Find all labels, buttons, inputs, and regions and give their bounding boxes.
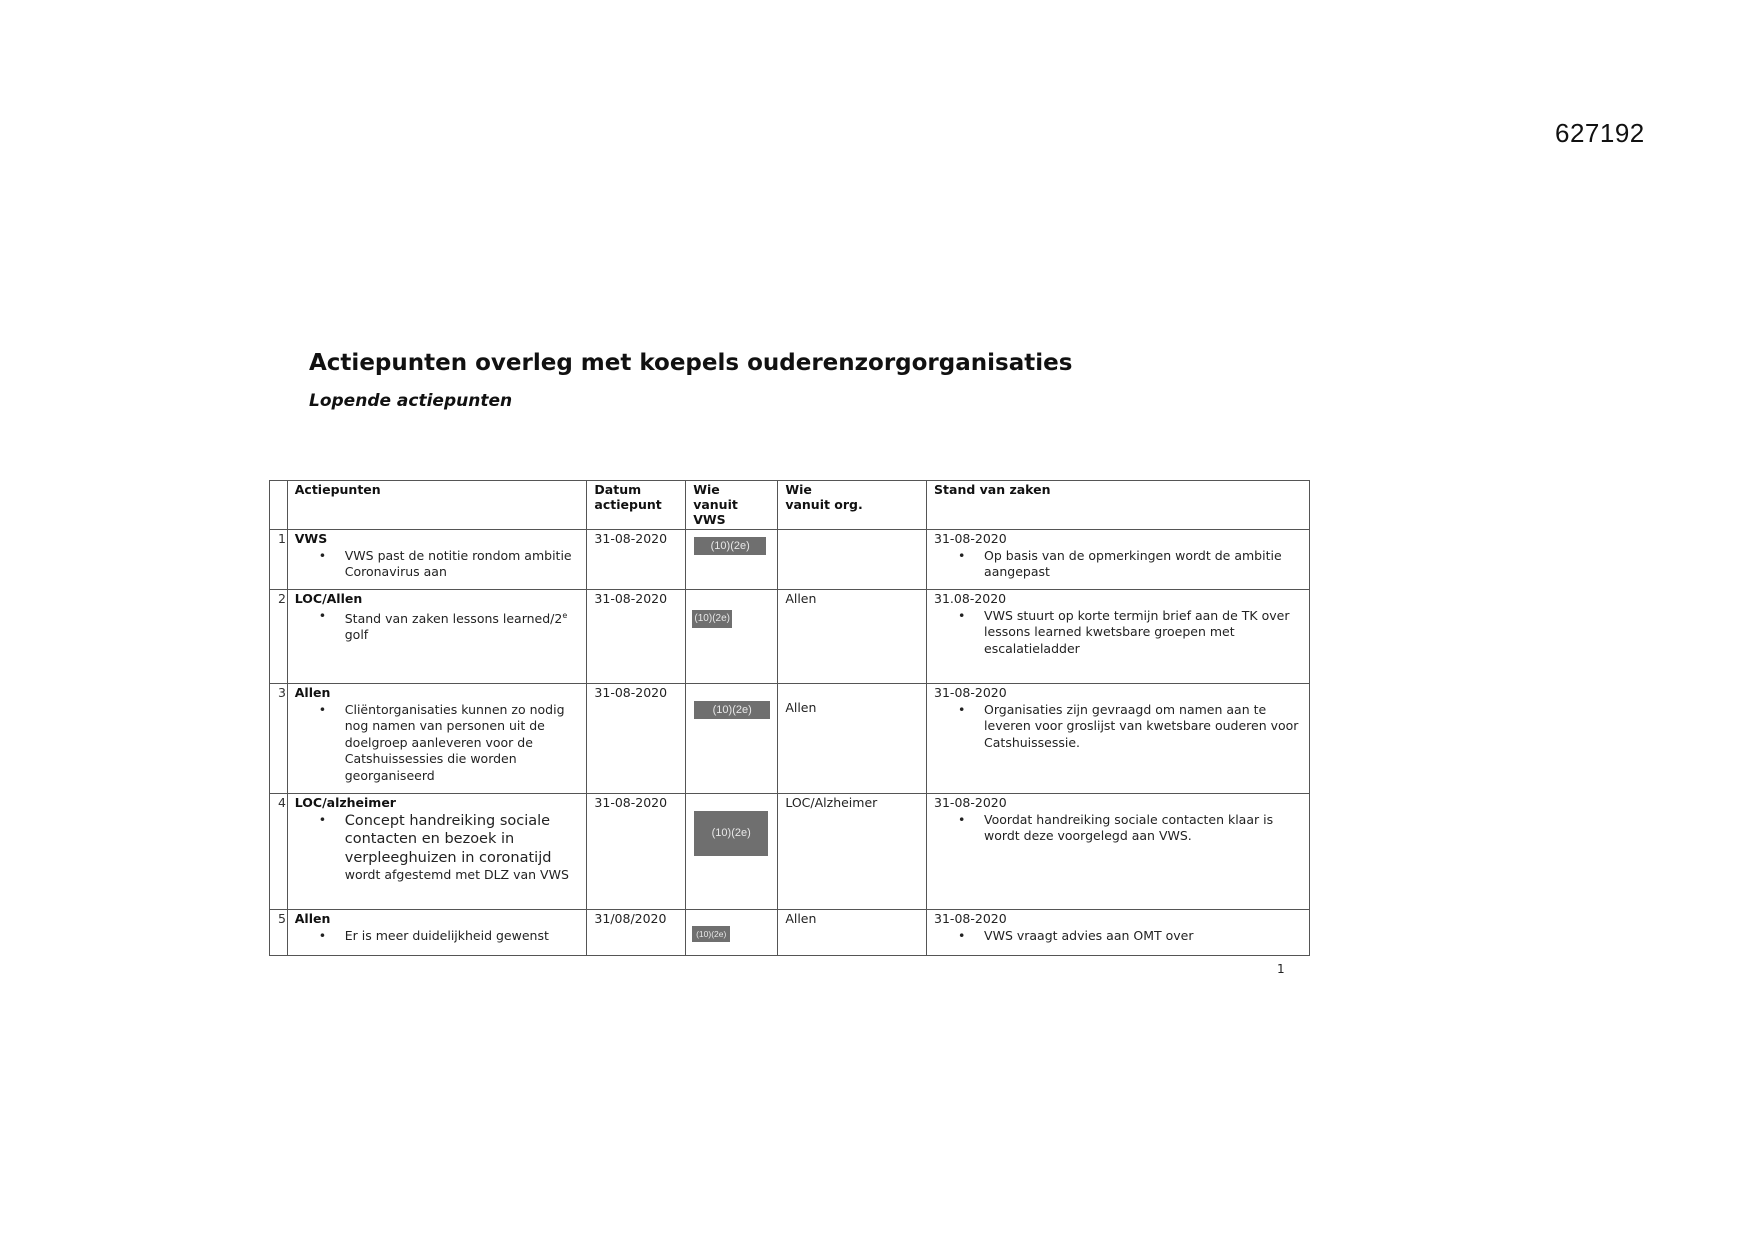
status-list [934,702,1302,752]
table-row [270,590,1310,684]
page-number: 1 [1277,962,1285,976]
action-text-small: wordt afgestemd met DLZ van VWS [344,867,569,882]
action-category: LOC/Allen [294,591,363,606]
status-cell [927,684,1310,794]
action-item: • Er is meer duidelijkheid gewenst [345,928,580,945]
status-item: • Op basis van de opmerkingen wordt de ambitie aangepast [984,548,1302,581]
redaction-mark: (10)(2e) [694,701,770,719]
action-cell [287,910,587,956]
action-list [295,928,580,945]
vws-cell [686,530,778,590]
date-cell: 31/08/2020 [587,910,686,956]
vws-cell [686,684,778,794]
header-org-line2: vanuit org. [785,497,863,512]
date-cell: 31-08-2020 [587,530,686,590]
org-cell [778,530,927,590]
status-date: 31.08-2020 [934,591,1007,606]
redaction-mark: (10)(2e) [694,811,768,856]
row-number: 4 [270,794,288,910]
document-title: Actiepunten overleg met koepels ouderenzorgorganisaties [309,350,1073,376]
vws-cell [686,794,778,910]
status-item: • VWS stuurt op korte termijn brief aan de TK over lessons learned kwetsbare groepen met escalatieladder [984,608,1302,658]
table-row [270,684,1310,794]
status-item: • Organisaties zijn gevraagd om namen aan te leveren voor groslijst van kwetsbare ouderen voor Catshuissessie. [984,702,1302,752]
vws-cell [686,590,778,684]
header-vws-line2: vanuit VWS [693,497,738,527]
header-wie-org [778,481,927,530]
action-text-sup: e [562,610,568,620]
redaction-mark: (10)(2e) [694,537,766,555]
header-datum-line2: actiepunt [594,497,662,512]
action-category: VWS [294,531,328,546]
action-points-table [269,480,1310,956]
table-row [270,910,1310,956]
table-header-row [270,481,1310,530]
date-cell: 31-08-2020 [587,684,686,794]
redaction-mark: (10)(2e) [692,926,730,942]
action-list [295,702,580,785]
header-actiepunten: Actiepunten [287,481,587,530]
action-category: LOC/alzheimer [294,795,396,810]
table-row [270,530,1310,590]
action-item [345,812,580,884]
status-list [934,548,1302,581]
status-cell [927,910,1310,956]
status-date: 31-08-2020 [934,795,1007,810]
action-text-prefix: Stand van zaken lessons learned/2 [344,610,563,626]
row-number: 2 [270,590,288,684]
vws-cell [686,910,778,956]
redaction-mark: (10)(2e) [692,610,732,628]
status-item: • Voordat handreiking sociale contacten klaar is wordt deze voorgelegd aan VWS. [984,812,1302,845]
action-list [295,812,580,884]
header-datum [587,481,686,530]
action-item: • VWS past de notitie rondom ambitie Coronavirus aan [345,548,580,581]
action-cell [287,794,587,910]
status-cell [927,590,1310,684]
header-org-line1: Wie [785,482,812,497]
action-cell [287,590,587,684]
header-datum-line1: Datum [594,482,642,497]
action-item [345,608,580,644]
header-vws-line1: Wie [693,482,720,497]
status-date: 31-08-2020 [934,685,1007,700]
row-number: 3 [270,684,288,794]
status-date: 31-08-2020 [934,911,1007,926]
row-number: 5 [270,910,288,956]
document-subtitle: Lopende actiepunten [309,391,513,411]
action-cell [287,684,587,794]
status-list [934,608,1302,658]
status-list [934,812,1302,845]
action-category: Allen [294,685,331,700]
org-cell: Allen [778,684,927,794]
header-stand: Stand van zaken [927,481,1310,530]
header-wie-vws [686,481,778,530]
org-cell: LOC/Alzheimer [778,794,927,910]
action-item: • Cliëntorganisaties kunnen zo nodig nog namen van personen uit de doelgroep aanleveren voor de Catshuissessies die worden georganiseerd [345,702,580,785]
table-row [270,794,1310,910]
header-nr [270,481,288,530]
action-list [295,548,580,581]
org-cell: Allen [778,590,927,684]
action-cell [287,530,587,590]
status-list [934,928,1302,945]
org-cell: Allen [778,910,927,956]
status-item: • VWS vraagt advies aan OMT over [984,928,1302,945]
row-number: 1 [270,530,288,590]
action-category: Allen [294,911,331,926]
date-cell: 31-08-2020 [587,794,686,910]
document-id: 627192 [1555,118,1645,148]
status-cell [927,530,1310,590]
action-text-suffix: golf [344,627,369,643]
date-cell: 31-08-2020 [587,590,686,684]
action-list [295,608,580,644]
action-text-large: Concept handreiking sociale contacten en bezoek in verpleeghuizen in coronatijd [344,812,552,866]
status-date: 31-08-2020 [934,531,1007,546]
status-cell [927,794,1310,910]
